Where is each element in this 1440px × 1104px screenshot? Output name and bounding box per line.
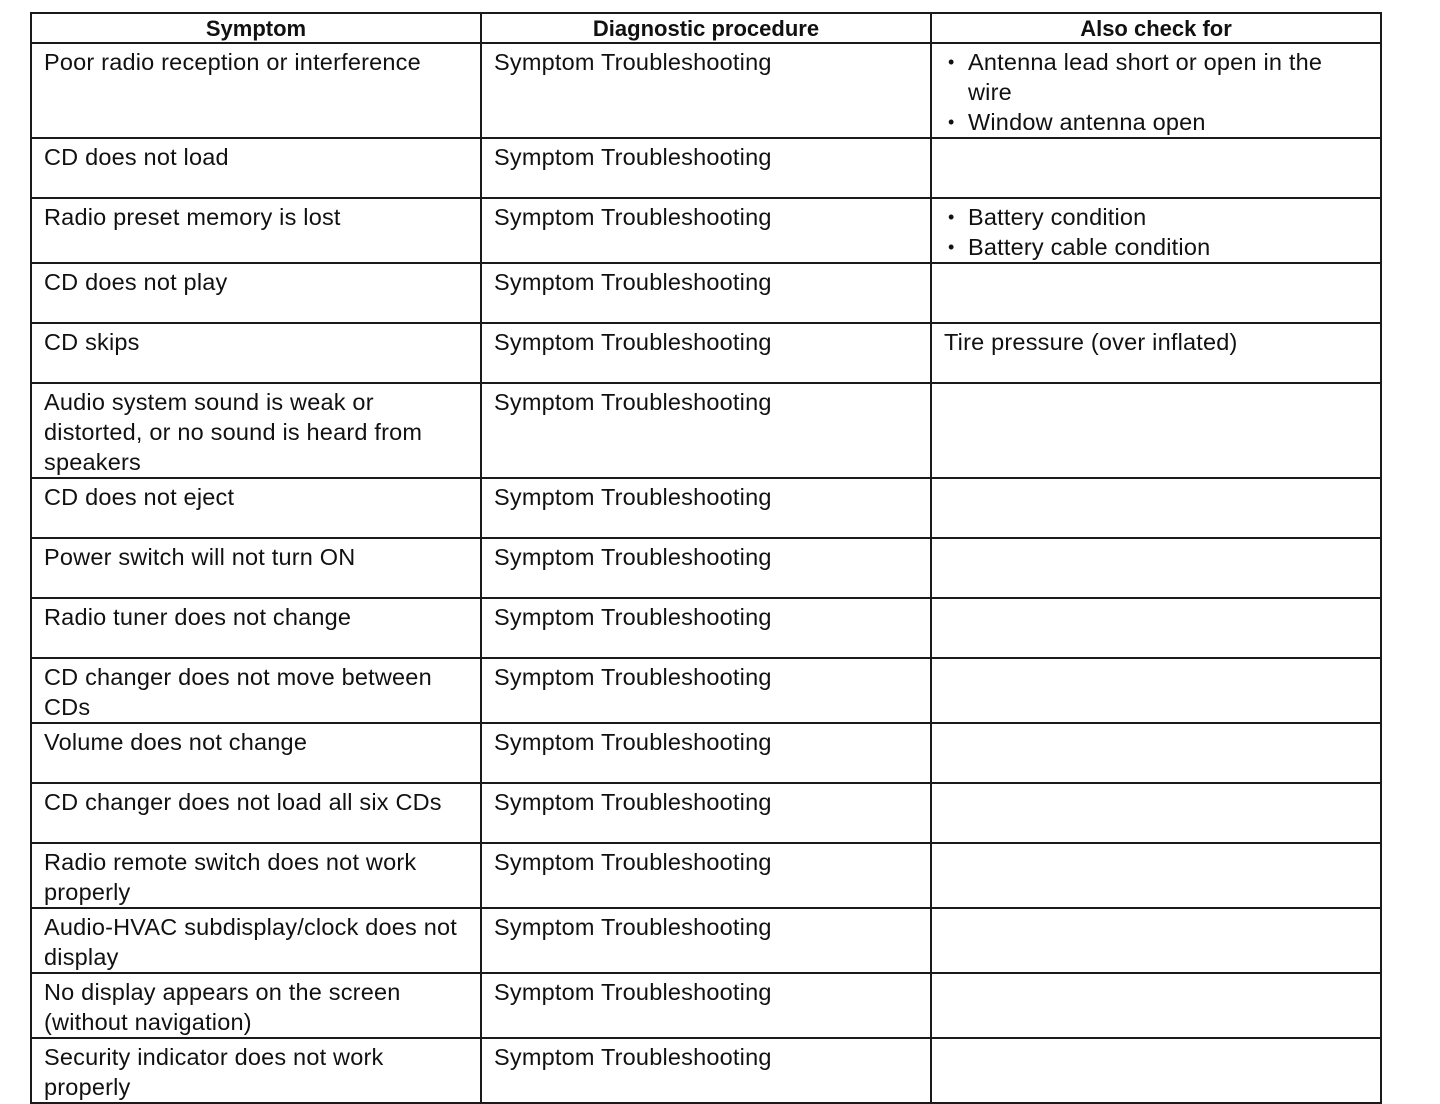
also-check-item: • Battery condition bbox=[944, 202, 1368, 232]
also-check-cell bbox=[931, 198, 1381, 263]
symptom-cell: CD does not play bbox=[31, 263, 481, 323]
table-row bbox=[31, 783, 1381, 843]
also-check-cell bbox=[931, 1038, 1381, 1103]
table-header-row bbox=[31, 13, 1381, 43]
also-check-text: Tire pressure (over inflated) bbox=[944, 329, 1238, 355]
symptom-troubleshooting-table bbox=[30, 12, 1382, 1104]
also-check-cell bbox=[931, 908, 1381, 973]
symptom-cell: CD does not load bbox=[31, 138, 481, 198]
diagnostic-procedure-cell: Symptom Troubleshooting bbox=[481, 383, 931, 478]
also-check-list bbox=[944, 202, 1368, 262]
also-check-cell bbox=[931, 478, 1381, 538]
table-row bbox=[31, 323, 1381, 383]
diagnostic-procedure-cell: Symptom Troubleshooting bbox=[481, 43, 931, 138]
table-row bbox=[31, 973, 1381, 1038]
symptom-table-container bbox=[30, 12, 1380, 1104]
symptom-cell: Poor radio reception or interference bbox=[31, 43, 481, 138]
also-check-cell bbox=[931, 323, 1381, 383]
table-row bbox=[31, 1038, 1381, 1103]
symptom-cell: Security indicator does not work properly bbox=[31, 1038, 481, 1103]
table-row bbox=[31, 598, 1381, 658]
also-check-list bbox=[944, 47, 1368, 137]
symptom-cell: No display appears on the screen (without navigation) bbox=[31, 973, 481, 1038]
symptom-cell: CD does not eject bbox=[31, 478, 481, 538]
table-row bbox=[31, 478, 1381, 538]
also-check-cell bbox=[931, 538, 1381, 598]
table-row bbox=[31, 538, 1381, 598]
also-check-cell bbox=[931, 843, 1381, 908]
header-diagnostic-procedure: Diagnostic procedure bbox=[481, 13, 931, 43]
table-body bbox=[31, 43, 1381, 1103]
diagnostic-procedure-cell: Symptom Troubleshooting bbox=[481, 323, 931, 383]
diagnostic-procedure-cell: Symptom Troubleshooting bbox=[481, 478, 931, 538]
symptom-cell: CD changer does not load all six CDs bbox=[31, 783, 481, 843]
table-row bbox=[31, 843, 1381, 908]
table-row bbox=[31, 658, 1381, 723]
table-row bbox=[31, 723, 1381, 783]
diagnostic-procedure-cell: Symptom Troubleshooting bbox=[481, 138, 931, 198]
diagnostic-procedure-cell: Symptom Troubleshooting bbox=[481, 783, 931, 843]
also-check-cell bbox=[931, 598, 1381, 658]
also-check-cell bbox=[931, 973, 1381, 1038]
symptom-cell: Radio preset memory is lost bbox=[31, 198, 481, 263]
diagnostic-procedure-cell: Symptom Troubleshooting bbox=[481, 658, 931, 723]
also-check-item: • Antenna lead short or open in the wire bbox=[944, 47, 1368, 107]
diagnostic-procedure-cell: Symptom Troubleshooting bbox=[481, 598, 931, 658]
table-row bbox=[31, 198, 1381, 263]
table-row bbox=[31, 908, 1381, 973]
diagnostic-procedure-cell: Symptom Troubleshooting bbox=[481, 198, 931, 263]
symptom-cell: Audio-HVAC subdisplay/clock does not display bbox=[31, 908, 481, 973]
also-check-cell bbox=[931, 723, 1381, 783]
also-check-cell bbox=[931, 138, 1381, 198]
diagnostic-procedure-cell: Symptom Troubleshooting bbox=[481, 723, 931, 783]
diagnostic-procedure-cell: Symptom Troubleshooting bbox=[481, 908, 931, 973]
symptom-cell: CD changer does not move between CDs bbox=[31, 658, 481, 723]
diagnostic-procedure-cell: Symptom Troubleshooting bbox=[481, 1038, 931, 1103]
table-row bbox=[31, 383, 1381, 478]
symptom-cell: CD skips bbox=[31, 323, 481, 383]
diagnostic-procedure-cell: Symptom Troubleshooting bbox=[481, 843, 931, 908]
also-check-cell bbox=[931, 658, 1381, 723]
header-also-check-for: Also check for bbox=[931, 13, 1381, 43]
symptom-cell: Audio system sound is weak or distorted, or no sound is heard from speakers bbox=[31, 383, 481, 478]
diagnostic-procedure-cell: Symptom Troubleshooting bbox=[481, 263, 931, 323]
symptom-cell: Radio remote switch does not work properly bbox=[31, 843, 481, 908]
table-row bbox=[31, 138, 1381, 198]
also-check-cell bbox=[931, 263, 1381, 323]
diagnostic-procedure-cell: Symptom Troubleshooting bbox=[481, 538, 931, 598]
symptom-cell: Volume does not change bbox=[31, 723, 481, 783]
symptom-cell: Power switch will not turn ON bbox=[31, 538, 481, 598]
header-symptom: Symptom bbox=[31, 13, 481, 43]
also-check-item: • Battery cable condition bbox=[944, 232, 1368, 262]
also-check-item: • Window antenna open bbox=[944, 107, 1368, 137]
table-row bbox=[31, 43, 1381, 138]
table-row bbox=[31, 263, 1381, 323]
also-check-cell bbox=[931, 43, 1381, 138]
diagnostic-procedure-cell: Symptom Troubleshooting bbox=[481, 973, 931, 1038]
symptom-cell: Radio tuner does not change bbox=[31, 598, 481, 658]
also-check-cell bbox=[931, 383, 1381, 478]
also-check-cell bbox=[931, 783, 1381, 843]
